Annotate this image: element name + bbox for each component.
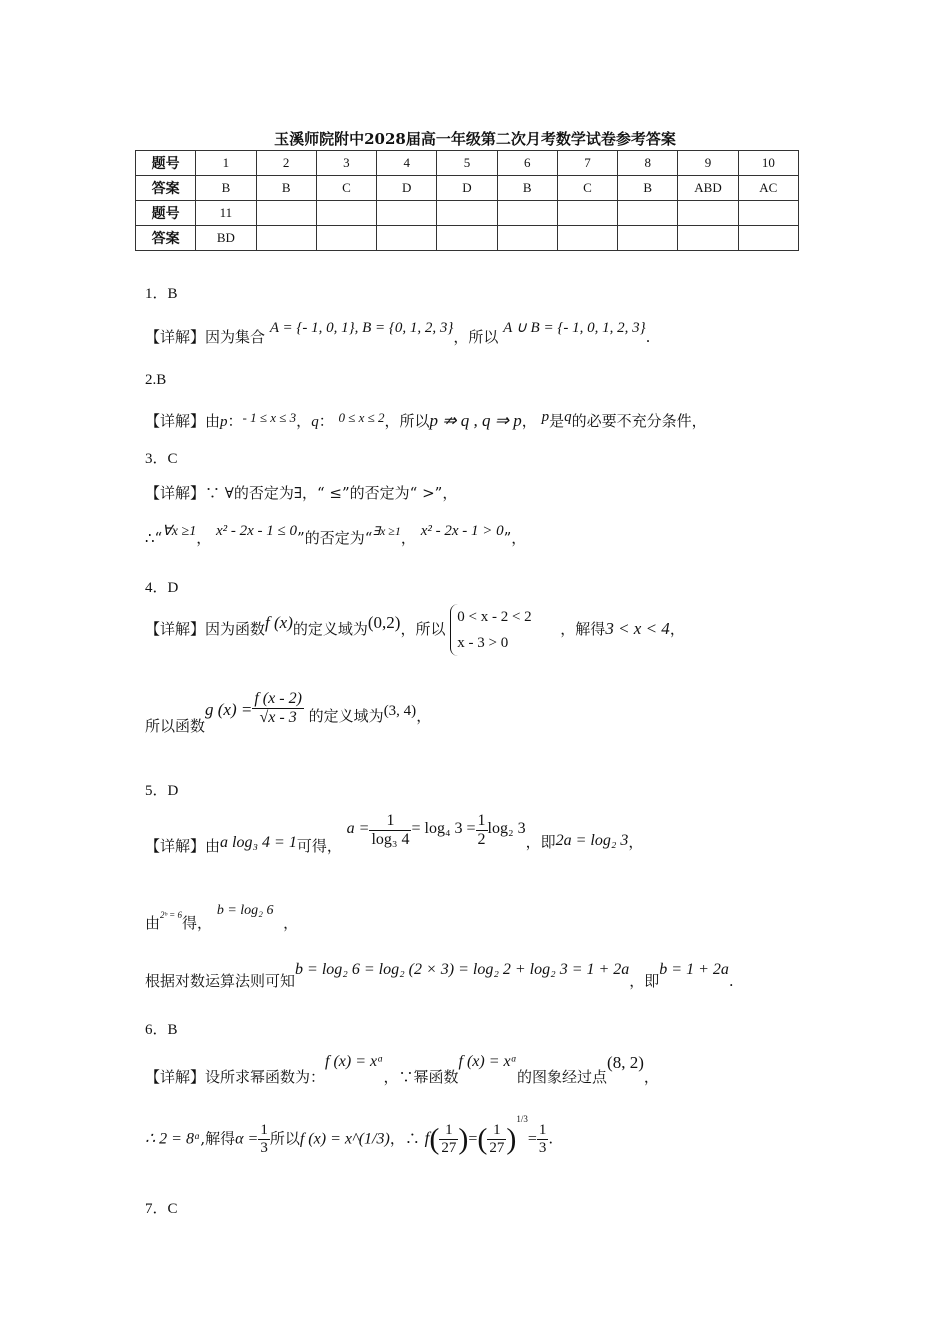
q7-heading: 7．C	[145, 1201, 178, 1217]
q4-system	[450, 604, 531, 656]
q5-expr: 2ᵇ = 6	[160, 910, 183, 920]
detail-label: 【详解】	[145, 328, 206, 346]
q6-fraction	[258, 1122, 270, 1157]
q2-text: 的必要不充分条件，	[571, 412, 707, 430]
row-label: 题号	[136, 151, 196, 176]
table-cell	[678, 226, 738, 251]
table-cell: 7	[557, 151, 617, 176]
q6-heading: 6．B	[145, 1022, 178, 1038]
table-cell: B	[256, 176, 316, 201]
q2-q: q	[311, 414, 319, 430]
q4-fraction	[252, 690, 304, 727]
q1-detail	[145, 320, 651, 347]
q1-text: 因为集合	[205, 328, 266, 346]
q6-fraction-den: 27	[489, 1140, 505, 1156]
table-cell: 9	[678, 151, 738, 176]
q6-expr: f (x) = x^(1/3)	[299, 1130, 390, 1148]
q3-detail-2	[145, 523, 527, 548]
q5-fraction	[369, 812, 411, 849]
q5-text: .	[728, 972, 734, 990]
q4-text: 的定义域为	[292, 620, 368, 638]
q6-expr: =	[527, 1130, 537, 1148]
table-cell	[256, 226, 316, 251]
q3-heading: 3．C	[145, 451, 178, 467]
q5-text: 可得，	[296, 836, 342, 855]
q5-detail-2	[145, 900, 299, 932]
q6-fraction-den: 3	[260, 1140, 268, 1156]
q4-heading: 4．D	[145, 580, 179, 596]
q5-text: 由	[205, 836, 221, 855]
table-cell	[377, 201, 437, 226]
q6-expr: =	[468, 1130, 478, 1148]
q2-condition-p: - 1 ≤ x ≤ 3	[242, 410, 297, 425]
q5-fraction-num: 1	[369, 812, 411, 831]
table-cell	[437, 201, 497, 226]
table-cell	[316, 201, 376, 226]
table-cell: D	[437, 176, 497, 201]
q5-expr: a log₃ 4 = 1	[220, 833, 297, 851]
table-row-questions-1	[136, 151, 799, 176]
table-cell: C	[557, 176, 617, 201]
q6-fraction-num: 1	[538, 1122, 547, 1138]
q4-text: 因为函数	[205, 620, 266, 638]
q1-text: .	[645, 328, 651, 346]
q3-expr: ∀x ≥1	[162, 524, 197, 539]
q4-fraction-den: √x - 3	[259, 709, 297, 726]
q2-condition-q: 0 ≤ x ≤ 2	[338, 410, 385, 425]
q4-system-line: x - 3 > 0	[457, 635, 509, 651]
q3-text: ∴“	[145, 529, 163, 547]
table-cell	[738, 201, 798, 226]
q5-detail-1	[145, 812, 644, 855]
q6-text: .	[548, 1129, 554, 1148]
q4-fraction-num: f (x - 2)	[254, 690, 302, 707]
table-cell	[618, 226, 678, 251]
table-cell: B	[196, 176, 256, 201]
detail-label: 【详解】	[145, 484, 206, 502]
table-cell	[557, 226, 617, 251]
q5-expr: b = log₂ 6	[216, 903, 274, 918]
table-cell: ABD	[678, 176, 738, 201]
table-cell: B	[618, 176, 678, 201]
table-cell: 10	[738, 151, 798, 176]
q6-expr: α =	[235, 1130, 259, 1148]
table-cell: 3	[316, 151, 376, 176]
q2-text: ，	[296, 412, 312, 430]
q6-fraction-num: 1	[439, 1122, 458, 1140]
table-cell: 4	[377, 151, 437, 176]
table-cell	[437, 226, 497, 251]
q4-expr: f (x)	[265, 613, 293, 632]
table-cell: 11	[196, 201, 256, 226]
table-cell	[618, 201, 678, 226]
q5-text: 得，	[182, 914, 213, 932]
table-cell	[497, 201, 557, 226]
q1-heading: 1．B	[145, 286, 178, 302]
q3-text: ”的否定为“	[297, 529, 373, 547]
q4-system-line: 0 < x - 2 < 2	[457, 609, 532, 625]
q4-text: 所以函数	[145, 716, 206, 735]
q5-expr: a =	[346, 819, 370, 837]
table-cell: BD	[196, 226, 256, 251]
q2-implication: p ⇏ q , q ⇒ p	[429, 411, 522, 430]
q4-detail-1	[145, 604, 685, 656]
q5-fraction-den: 2	[477, 831, 486, 848]
table-cell	[678, 201, 738, 226]
q6-text: ，∵幂函数	[383, 1068, 459, 1086]
table-cell: 2	[256, 151, 316, 176]
q3-text: ，	[196, 529, 212, 547]
q2-p: p	[220, 414, 228, 430]
answer-table	[135, 150, 799, 251]
q2-text: ，	[521, 412, 537, 430]
table-cell	[256, 201, 316, 226]
q6-text: 所以	[269, 1129, 300, 1148]
page-title: 玉溪师院附中2028届高一年级第二次月考数学试卷参考答案	[274, 130, 676, 148]
table-cell: B	[497, 176, 557, 201]
table-cell: C	[316, 176, 376, 201]
q6-fraction-den: 3	[538, 1140, 547, 1156]
q6-fraction-num: 1	[260, 1122, 268, 1138]
detail-label: 【详解】	[145, 412, 206, 430]
q6-text: 的图象经过点	[517, 1068, 608, 1086]
q2-heading: 2.B	[145, 372, 167, 388]
q3-detail-1	[145, 482, 457, 503]
q5-text: 由	[145, 914, 161, 932]
q6-expr: f (x) = xᵅ	[325, 1053, 384, 1070]
q1-union: A ∪ B = {- 1, 0, 1, 2, 3}	[503, 320, 646, 336]
table-row-answers-2	[136, 226, 799, 251]
q5-text: ，	[283, 914, 299, 932]
q1-set-b: , B = {0, 1, 2, 3}	[354, 320, 454, 336]
q3-text: ∵ ∀的否定为∃，“ ≤”的否定为“ >”，	[205, 484, 458, 502]
q2-text: 由	[205, 412, 221, 430]
q1-text: ，所以	[453, 328, 499, 346]
table-cell: 8	[618, 151, 678, 176]
q2-text: ，所以	[384, 412, 430, 430]
q6-detail-2: ∴ 2 = 8ᵅ,解得α = $\frac{1}{3}$ 所以f (x) = x^(1/3)，∴ f( $\frac{1}{27}$ )=( $\frac{1}{27}$ )$^{1/3}$= $\frac{1}{3}$ .	[145, 1113, 554, 1156]
q6-text: ，∴	[389, 1129, 420, 1148]
q6-expr: f	[424, 1128, 430, 1148]
q5-text: ，即	[525, 832, 556, 851]
q3-text: ，	[400, 529, 416, 547]
q4-text: 的定义域为	[308, 706, 384, 725]
q2-text: ：	[227, 412, 243, 430]
row-label: 题号	[136, 201, 196, 226]
q5-detail-3	[145, 958, 734, 990]
q3-expr: x² - 2x - 1 ≤ 0	[216, 523, 298, 539]
table-cell	[497, 226, 557, 251]
q4-expr: g (x) =	[205, 699, 253, 719]
q2-text: 是	[549, 412, 565, 430]
q5-heading: 5．D	[145, 783, 179, 799]
q5-expr: b = log₂ 6 = log₂ (2 × 3) = log₂ 2 + log₂ 3 = 1 + 2a	[295, 961, 630, 978]
q5-fraction-num: 1	[477, 812, 486, 829]
q6-exponent: 1/3	[516, 1113, 528, 1124]
q6-fraction-num: 1	[487, 1122, 506, 1140]
q5-text: ，	[628, 832, 644, 851]
table-cell: 1	[196, 151, 256, 176]
table-cell: 6	[497, 151, 557, 176]
q5-expr: 2a = log₂ 3	[555, 831, 629, 849]
table-row-questions-2	[136, 201, 799, 226]
q4-expr: (3, 4)	[383, 702, 417, 719]
q3-text: ”，	[503, 529, 527, 547]
q6-text: 设所求幂函数为：	[205, 1068, 326, 1086]
table-row-answers-1	[136, 176, 799, 201]
q2-detail	[145, 410, 707, 431]
table-cell	[316, 226, 376, 251]
q4-text: ，所以	[400, 620, 446, 638]
q5-fraction-den: log₃ 4	[371, 831, 410, 848]
q5-text: 根据对数运算法则可知	[145, 972, 296, 990]
row-label: 答案	[136, 176, 196, 201]
q2-p: p	[541, 409, 550, 425]
q6-fraction	[439, 1122, 458, 1157]
q6-fraction	[487, 1122, 506, 1157]
table-cell	[738, 226, 798, 251]
detail-label: 【详解】	[145, 836, 206, 855]
q3-expr: ∃x ≥1	[372, 524, 401, 538]
q6-expr: ∴ 2 = 8ᵅ	[145, 1130, 201, 1148]
q2-q: q	[564, 409, 572, 425]
q4-expr: 3 < x < 4	[605, 619, 670, 638]
detail-label: 【详解】	[145, 1068, 206, 1086]
table-cell: D	[377, 176, 437, 201]
row-label: 答案	[136, 226, 196, 251]
q4-detail-2	[145, 690, 432, 735]
q5-text: ，即	[629, 972, 660, 990]
table-cell	[377, 226, 437, 251]
q5-expr: log₂ 3	[487, 819, 526, 837]
q6-text: ,解得	[200, 1129, 236, 1148]
detail-label: 【详解】	[145, 620, 206, 638]
q5-fraction	[476, 812, 488, 849]
table-cell: AC	[738, 176, 798, 201]
table-cell: 5	[437, 151, 497, 176]
q5-expr: b = 1 + 2a	[659, 961, 729, 978]
q2-text: ：	[318, 412, 334, 430]
q6-detail-1	[145, 1050, 659, 1086]
q6-expr: (8, 2)	[607, 1053, 644, 1072]
q6-text: ，	[643, 1068, 659, 1086]
q3-expr: x² - 2x - 1 > 0	[420, 523, 504, 539]
q5-expr: = log₄ 3 =	[411, 819, 476, 837]
q6-fraction-den: 27	[441, 1140, 457, 1156]
q1-set-a: A = {- 1, 0, 1}	[269, 320, 355, 336]
q4-text: ，	[416, 706, 432, 725]
q6-fraction	[537, 1122, 549, 1157]
q6-expr: f (x) = xᵅ	[458, 1053, 518, 1070]
q4-text: ，	[669, 620, 685, 638]
table-cell	[557, 201, 617, 226]
q4-text: ，解得	[560, 620, 606, 638]
q4-expr: (0,2)	[367, 613, 401, 632]
